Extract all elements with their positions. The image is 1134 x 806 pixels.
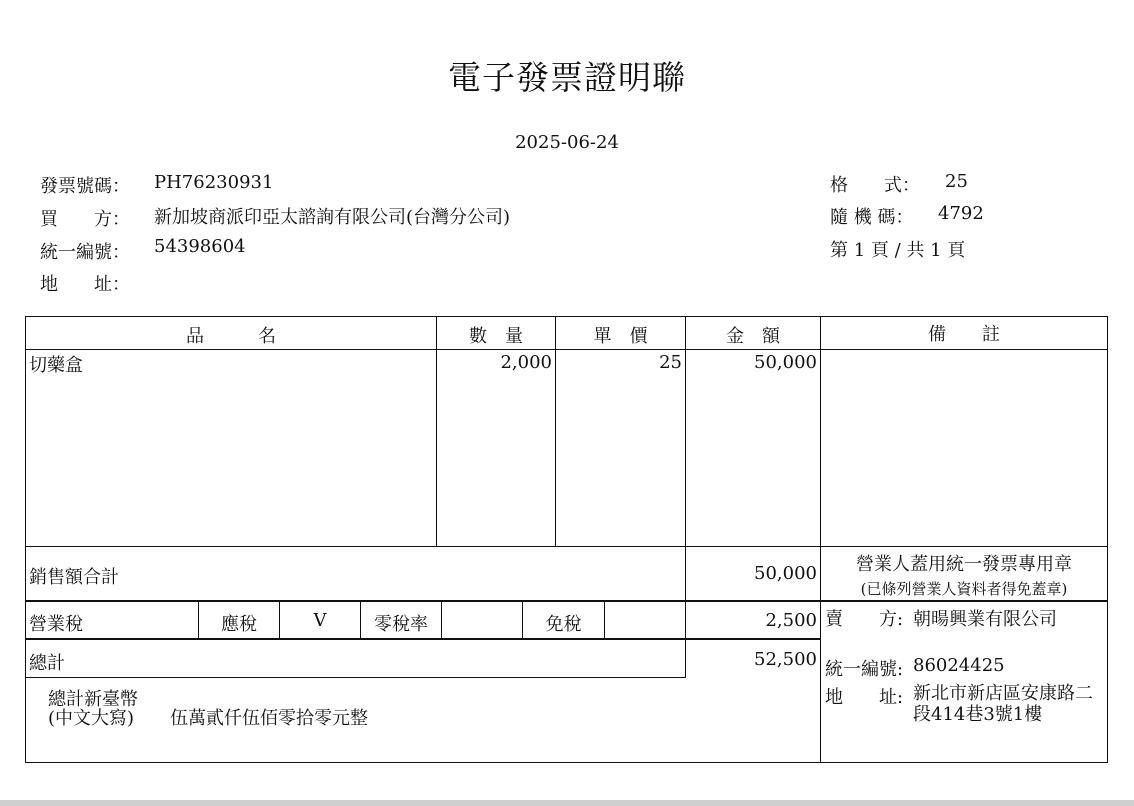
taxable-label: 應稅: [221, 614, 257, 635]
seller-tax-id: 86024425: [913, 655, 1005, 676]
page-title: 電子發票證明聯: [448, 58, 686, 97]
chinese-total-label: [48, 690, 138, 728]
stamp-note: (已條列營業人資料者得免蓋章): [860, 580, 1068, 598]
column-header-name: 品 名: [186, 326, 276, 347]
invoice-no-label: 發票號碼：: [40, 176, 130, 197]
seller-name: 朝暘興業有限公司: [913, 609, 1057, 630]
random-code-label: 隨 機 碼：: [830, 207, 914, 228]
item-quantity: 2,000: [500, 352, 552, 373]
buyer-label: 買 方：: [40, 209, 130, 230]
seller-name-label: 賣 方:: [825, 609, 904, 630]
seller-address-line1: 新北市新店區安康路二: [913, 683, 1093, 704]
random-code: 4792: [938, 203, 984, 224]
invoice-date: 2025-06-24: [515, 132, 619, 153]
stamp-title: 營業人蓋用統一發票專用章: [856, 554, 1072, 575]
subtotal-value: 50,000: [754, 563, 817, 584]
format-value: 25: [945, 171, 968, 192]
item-name: 切藥盒: [29, 355, 83, 376]
chinese-total-label-line2: (中文大寫): [48, 708, 135, 729]
buyer-tax-id-label: 統一編號：: [40, 242, 130, 263]
total-label: 總計: [29, 653, 65, 674]
column-header-remarks: 備 註: [928, 324, 1000, 345]
buyer-address-label: 地 址：: [40, 274, 130, 295]
subtotal-label: 銷售額合計: [29, 567, 119, 588]
seller-address: [913, 683, 1093, 725]
seller-address-line2: 段414巷3號1樓: [913, 704, 1043, 725]
page-bottom-border: [0, 800, 1134, 806]
invoice-no: PH76230931: [154, 172, 274, 193]
format-label: 格 式：: [830, 175, 920, 196]
column-header-quantity: 數 量: [469, 326, 523, 347]
chinese-total-amount: 伍萬貳仟伍佰零拾零元整: [170, 708, 368, 729]
seller-tax-id-label: 統一編號:: [825, 659, 904, 680]
item-unit-price: 25: [659, 352, 682, 373]
zero-rate-label: 零稅率: [374, 614, 428, 635]
tax-label: 營業稅: [29, 614, 83, 635]
taxable-mark: V: [313, 610, 327, 631]
total-value: 52,500: [754, 649, 817, 670]
buyer-name: 新加坡商派印亞太諮詢有限公司(台灣分公司): [154, 207, 511, 228]
column-header-amount: 金 額: [726, 326, 780, 347]
column-header-unit-price: 單 價: [593, 326, 648, 347]
exempt-label: 免稅: [545, 614, 582, 635]
chinese-total-label-line1: 總計新臺幣: [48, 689, 138, 710]
seller-address-label: 地 址:: [825, 687, 904, 708]
item-amount: 50,000: [754, 352, 817, 373]
tax-value: 2,500: [765, 610, 817, 631]
buyer-tax-id: 54398604: [154, 236, 246, 257]
page-indicator: 第 1 頁 / 共 1 頁: [830, 240, 966, 261]
